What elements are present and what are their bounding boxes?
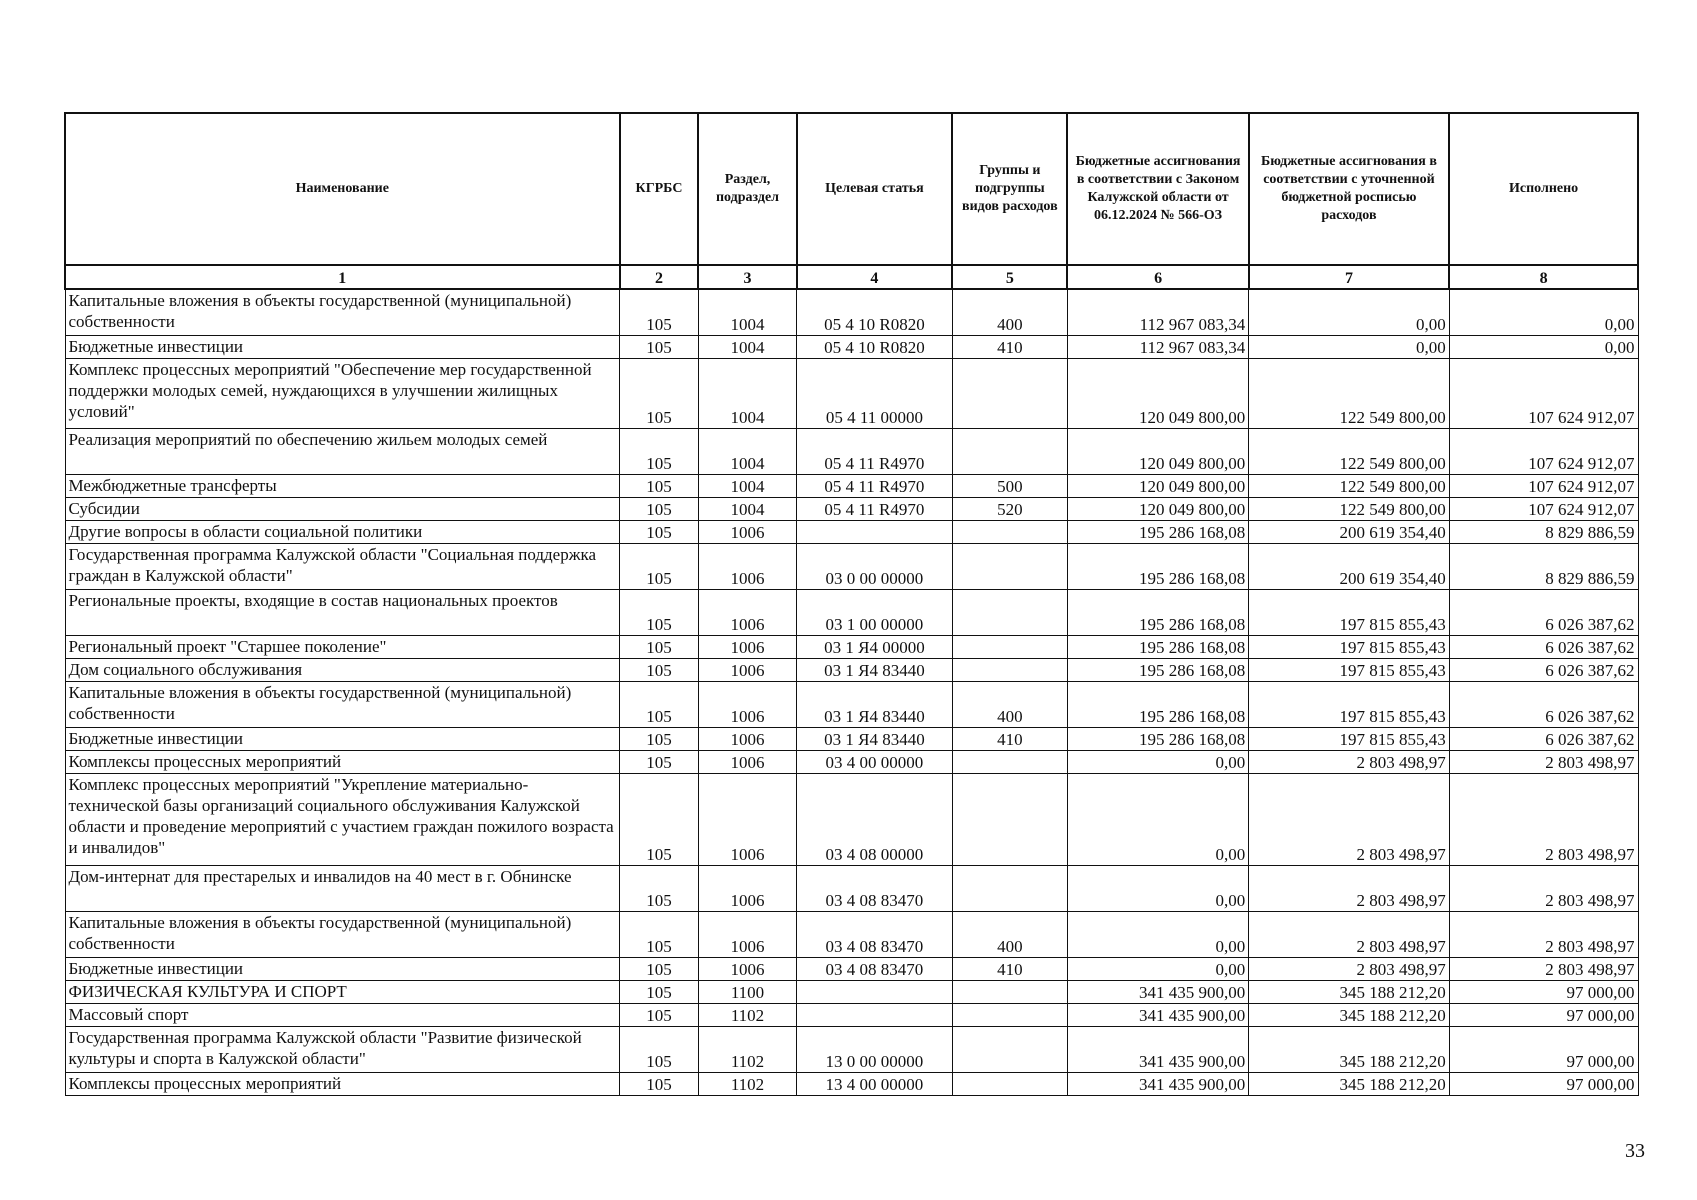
expense-group-cell (952, 1003, 1067, 1026)
table-row (65, 589, 1638, 635)
col-num-8: 8 (1449, 265, 1638, 289)
section-cell: 1006 (698, 750, 796, 773)
executed-cell: 6 026 387,62 (1449, 658, 1638, 681)
target-article-cell: 05 4 10 R0820 (797, 335, 953, 358)
kgrbs-cell: 105 (620, 474, 699, 497)
kgrbs-cell: 105 (620, 1026, 699, 1072)
law-allocation-cell: 112 967 083,34 (1067, 289, 1248, 335)
col-header-target-article: Целевая статья (797, 113, 953, 265)
executed-cell: 0,00 (1449, 289, 1638, 335)
expense-group-cell: 410 (952, 727, 1067, 750)
section-cell: 1004 (698, 428, 796, 474)
table-row (65, 750, 1638, 773)
target-article-cell: 05 4 10 R0820 (797, 289, 953, 335)
law-allocation-cell: 341 435 900,00 (1067, 1026, 1248, 1072)
table-row (65, 865, 1638, 911)
row-name-cell: Региональный проект "Старшее поколение" (65, 635, 620, 658)
row-name-cell: Реализация мероприятий по обеспечению жильем молодых семей (65, 428, 620, 474)
section-cell: 1006 (698, 589, 796, 635)
expense-group-cell: 400 (952, 911, 1067, 957)
row-name-cell: Бюджетные инвестиции (65, 957, 620, 980)
section-cell: 1102 (698, 1003, 796, 1026)
refined-allocation-cell: 197 815 855,43 (1249, 727, 1449, 750)
section-cell: 1102 (698, 1026, 796, 1072)
col-header-name: Наименование (65, 113, 620, 265)
expense-group-cell: 500 (952, 474, 1067, 497)
table-row (65, 335, 1638, 358)
table-row (65, 474, 1638, 497)
law-allocation-cell: 195 286 168,08 (1067, 658, 1248, 681)
expense-group-cell (952, 520, 1067, 543)
target-article-cell: 03 4 08 83470 (797, 957, 953, 980)
kgrbs-cell: 105 (620, 957, 699, 980)
col-num-5: 5 (952, 265, 1067, 289)
executed-cell: 97 000,00 (1449, 1072, 1638, 1095)
law-allocation-cell: 120 049 800,00 (1067, 428, 1248, 474)
section-cell: 1006 (698, 957, 796, 980)
target-article-cell: 03 4 08 83470 (797, 865, 953, 911)
kgrbs-cell: 105 (620, 589, 699, 635)
expense-group-cell (952, 1026, 1067, 1072)
kgrbs-cell: 105 (620, 658, 699, 681)
refined-allocation-cell: 197 815 855,43 (1249, 589, 1449, 635)
section-cell: 1004 (698, 358, 796, 428)
table-row (65, 358, 1638, 428)
executed-cell: 107 624 912,07 (1449, 474, 1638, 497)
law-allocation-cell: 120 049 800,00 (1067, 474, 1248, 497)
law-allocation-cell: 112 967 083,34 (1067, 335, 1248, 358)
section-cell: 1006 (698, 681, 796, 727)
row-name-cell: Комплексы процессных мероприятий (65, 1072, 620, 1095)
law-allocation-cell: 0,00 (1067, 865, 1248, 911)
expense-group-cell: 520 (952, 497, 1067, 520)
kgrbs-cell: 105 (620, 727, 699, 750)
executed-cell: 6 026 387,62 (1449, 589, 1638, 635)
section-cell: 1004 (698, 289, 796, 335)
refined-allocation-cell: 0,00 (1249, 335, 1449, 358)
table-row (65, 497, 1638, 520)
law-allocation-cell: 341 435 900,00 (1067, 1072, 1248, 1095)
target-article-cell: 03 4 08 00000 (797, 773, 953, 865)
section-cell: 1006 (698, 635, 796, 658)
expense-group-cell (952, 980, 1067, 1003)
executed-cell: 6 026 387,62 (1449, 635, 1638, 658)
table-row (65, 727, 1638, 750)
table-row (65, 911, 1638, 957)
kgrbs-cell: 105 (620, 635, 699, 658)
target-article-cell (797, 520, 953, 543)
expense-group-cell (952, 1072, 1067, 1095)
kgrbs-cell: 105 (620, 289, 699, 335)
expense-group-cell (952, 543, 1067, 589)
kgrbs-cell: 105 (620, 335, 699, 358)
col-header-law-allocations: Бюджетные ассигнования в соответствии с Законом Калужской области от 06.12.2024 № 566-ОЗ (1067, 113, 1248, 265)
kgrbs-cell: 105 (620, 865, 699, 911)
table-row (65, 681, 1638, 727)
section-cell: 1004 (698, 335, 796, 358)
row-name-cell: Государственная программа Калужской области "Развитие физической культуры и спорта в Калужской области" (65, 1026, 620, 1072)
row-name-cell: Бюджетные инвестиции (65, 727, 620, 750)
target-article-cell: 03 1 00 00000 (797, 589, 953, 635)
law-allocation-cell: 0,00 (1067, 773, 1248, 865)
section-cell: 1004 (698, 474, 796, 497)
refined-allocation-cell: 2 803 498,97 (1249, 911, 1449, 957)
target-article-cell: 05 4 11 R4970 (797, 428, 953, 474)
expense-group-cell (952, 865, 1067, 911)
executed-cell: 0,00 (1449, 335, 1638, 358)
section-cell: 1006 (698, 911, 796, 957)
table-row (65, 520, 1638, 543)
refined-allocation-cell: 200 619 354,40 (1249, 520, 1449, 543)
refined-allocation-cell: 345 188 212,20 (1249, 1003, 1449, 1026)
row-name-cell: Дом социального обслуживания (65, 658, 620, 681)
executed-cell: 2 803 498,97 (1449, 957, 1638, 980)
row-name-cell: Массовый спорт (65, 1003, 620, 1026)
table-row (65, 658, 1638, 681)
table-row (65, 289, 1638, 335)
executed-cell: 107 624 912,07 (1449, 497, 1638, 520)
kgrbs-cell: 105 (620, 1003, 699, 1026)
target-article-cell (797, 980, 953, 1003)
section-cell: 1004 (698, 497, 796, 520)
row-name-cell: Бюджетные инвестиции (65, 335, 620, 358)
executed-cell: 2 803 498,97 (1449, 911, 1638, 957)
section-cell: 1006 (698, 520, 796, 543)
row-name-cell: Межбюджетные трансферты (65, 474, 620, 497)
refined-allocation-cell: 345 188 212,20 (1249, 1072, 1449, 1095)
executed-cell: 97 000,00 (1449, 1026, 1638, 1072)
col-header-refined-allocations: Бюджетные ассигнования в соответствии с уточненной бюджетной росписью расходов (1249, 113, 1449, 265)
row-name-cell: Дом-интернат для престарелых и инвалидов на 40 мест в г. Обнинске (65, 865, 620, 911)
row-name-cell: Комплекс процессных мероприятий "Обеспечение мер государственной поддержки молодых семей, нуждающихся в улучшении жилищных условий" (65, 358, 620, 428)
law-allocation-cell: 195 286 168,08 (1067, 520, 1248, 543)
expense-group-cell: 410 (952, 957, 1067, 980)
col-header-section: Раздел, подраздел (698, 113, 796, 265)
table-row (65, 773, 1638, 865)
target-article-cell: 03 1 Я4 83440 (797, 658, 953, 681)
law-allocation-cell: 195 286 168,08 (1067, 543, 1248, 589)
target-article-cell: 05 4 11 R4970 (797, 474, 953, 497)
refined-allocation-cell: 2 803 498,97 (1249, 750, 1449, 773)
kgrbs-cell: 105 (620, 358, 699, 428)
refined-allocation-cell: 345 188 212,20 (1249, 980, 1449, 1003)
table-row (65, 543, 1638, 589)
row-name-cell: Комплексы процессных мероприятий (65, 750, 620, 773)
row-name-cell: Государственная программа Калужской области "Социальная поддержка граждан в Калужской области" (65, 543, 620, 589)
law-allocation-cell: 195 286 168,08 (1067, 727, 1248, 750)
kgrbs-cell: 105 (620, 681, 699, 727)
expense-group-cell (952, 658, 1067, 681)
refined-allocation-cell: 197 815 855,43 (1249, 658, 1449, 681)
row-name-cell: Другие вопросы в области социальной политики (65, 520, 620, 543)
kgrbs-cell: 105 (620, 750, 699, 773)
row-name-cell: Субсидии (65, 497, 620, 520)
target-article-cell: 03 4 00 00000 (797, 750, 953, 773)
executed-cell: 6 026 387,62 (1449, 727, 1638, 750)
kgrbs-cell: 105 (620, 497, 699, 520)
table-row (65, 428, 1638, 474)
target-article-cell: 03 1 Я4 83440 (797, 681, 953, 727)
section-cell: 1006 (698, 543, 796, 589)
executed-cell: 2 803 498,97 (1449, 865, 1638, 911)
section-cell: 1006 (698, 865, 796, 911)
col-header-expense-groups: Группы и подгруппы видов расходов (952, 113, 1067, 265)
refined-allocation-cell: 197 815 855,43 (1249, 681, 1449, 727)
row-name-cell: ФИЗИЧЕСКАЯ КУЛЬТУРА И СПОРТ (65, 980, 620, 1003)
expense-group-cell: 410 (952, 335, 1067, 358)
kgrbs-cell: 105 (620, 543, 699, 589)
law-allocation-cell: 341 435 900,00 (1067, 980, 1248, 1003)
table-row (65, 980, 1638, 1003)
col-num-6: 6 (1067, 265, 1248, 289)
executed-cell: 2 803 498,97 (1449, 750, 1638, 773)
kgrbs-cell: 105 (620, 911, 699, 957)
target-article-cell: 05 4 11 00000 (797, 358, 953, 428)
expense-group-cell (952, 589, 1067, 635)
executed-cell: 8 829 886,59 (1449, 543, 1638, 589)
target-article-cell: 13 0 00 00000 (797, 1026, 953, 1072)
executed-cell: 6 026 387,62 (1449, 681, 1638, 727)
section-cell: 1100 (698, 980, 796, 1003)
col-num-3: 3 (698, 265, 796, 289)
budget-table (64, 112, 1639, 1096)
refined-allocation-cell: 122 549 800,00 (1249, 358, 1449, 428)
col-num-1: 1 (65, 265, 620, 289)
row-name-cell: Капитальные вложения в объекты государственной (муниципальной) собственности (65, 911, 620, 957)
row-name-cell: Региональные проекты, входящие в состав национальных проектов (65, 589, 620, 635)
table-row (65, 1026, 1638, 1072)
law-allocation-cell: 195 286 168,08 (1067, 635, 1248, 658)
refined-allocation-cell: 345 188 212,20 (1249, 1026, 1449, 1072)
refined-allocation-cell: 122 549 800,00 (1249, 428, 1449, 474)
table-body (65, 289, 1638, 1095)
col-num-4: 4 (797, 265, 953, 289)
row-name-cell: Капитальные вложения в объекты государственной (муниципальной) собственности (65, 289, 620, 335)
target-article-cell: 03 4 08 83470 (797, 911, 953, 957)
executed-cell: 8 829 886,59 (1449, 520, 1638, 543)
target-article-cell (797, 1003, 953, 1026)
expense-group-cell (952, 773, 1067, 865)
refined-allocation-cell: 2 803 498,97 (1249, 773, 1449, 865)
refined-allocation-cell: 122 549 800,00 (1249, 497, 1449, 520)
col-num-2: 2 (620, 265, 699, 289)
executed-cell: 107 624 912,07 (1449, 428, 1638, 474)
table-row (65, 1003, 1638, 1026)
expense-group-cell (952, 358, 1067, 428)
law-allocation-cell: 0,00 (1067, 750, 1248, 773)
expense-group-cell: 400 (952, 681, 1067, 727)
col-num-7: 7 (1249, 265, 1449, 289)
expense-group-cell: 400 (952, 289, 1067, 335)
col-header-executed: Исполнено (1449, 113, 1638, 265)
header-row (65, 113, 1638, 265)
expense-group-cell (952, 750, 1067, 773)
col-header-kgrbs: КГРБС (620, 113, 699, 265)
table-row (65, 635, 1638, 658)
kgrbs-cell: 105 (620, 980, 699, 1003)
row-name-cell: Комплекс процессных мероприятий "Укрепление материально-технической базы организаций социального обслуживания Калужской области и проведение мероприятий с участием граждан пожилого возраста и инвалидов" (65, 773, 620, 865)
refined-allocation-cell: 2 803 498,97 (1249, 865, 1449, 911)
expense-group-cell (952, 428, 1067, 474)
law-allocation-cell: 120 049 800,00 (1067, 497, 1248, 520)
kgrbs-cell: 105 (620, 428, 699, 474)
law-allocation-cell: 341 435 900,00 (1067, 1003, 1248, 1026)
refined-allocation-cell: 200 619 354,40 (1249, 543, 1449, 589)
expense-group-cell (952, 635, 1067, 658)
target-article-cell: 13 4 00 00000 (797, 1072, 953, 1095)
section-cell: 1102 (698, 1072, 796, 1095)
executed-cell: 2 803 498,97 (1449, 773, 1638, 865)
table-row (65, 957, 1638, 980)
kgrbs-cell: 105 (620, 773, 699, 865)
target-article-cell: 05 4 11 R4970 (797, 497, 953, 520)
refined-allocation-cell: 122 549 800,00 (1249, 474, 1449, 497)
law-allocation-cell: 0,00 (1067, 957, 1248, 980)
column-number-row (65, 265, 1638, 289)
row-name-cell: Капитальные вложения в объекты государственной (муниципальной) собственности (65, 681, 620, 727)
refined-allocation-cell: 197 815 855,43 (1249, 635, 1449, 658)
section-cell: 1006 (698, 727, 796, 750)
kgrbs-cell: 105 (620, 1072, 699, 1095)
law-allocation-cell: 120 049 800,00 (1067, 358, 1248, 428)
law-allocation-cell: 195 286 168,08 (1067, 589, 1248, 635)
kgrbs-cell: 105 (620, 520, 699, 543)
table-row (65, 1072, 1638, 1095)
section-cell: 1006 (698, 773, 796, 865)
executed-cell: 97 000,00 (1449, 1003, 1638, 1026)
target-article-cell: 03 0 00 00000 (797, 543, 953, 589)
law-allocation-cell: 195 286 168,08 (1067, 681, 1248, 727)
refined-allocation-cell: 0,00 (1249, 289, 1449, 335)
section-cell: 1006 (698, 658, 796, 681)
law-allocation-cell: 0,00 (1067, 911, 1248, 957)
target-article-cell: 03 1 Я4 83440 (797, 727, 953, 750)
page-number: 33 (1625, 1140, 1645, 1162)
refined-allocation-cell: 2 803 498,97 (1249, 957, 1449, 980)
executed-cell: 107 624 912,07 (1449, 358, 1638, 428)
target-article-cell: 03 1 Я4 00000 (797, 635, 953, 658)
executed-cell: 97 000,00 (1449, 980, 1638, 1003)
